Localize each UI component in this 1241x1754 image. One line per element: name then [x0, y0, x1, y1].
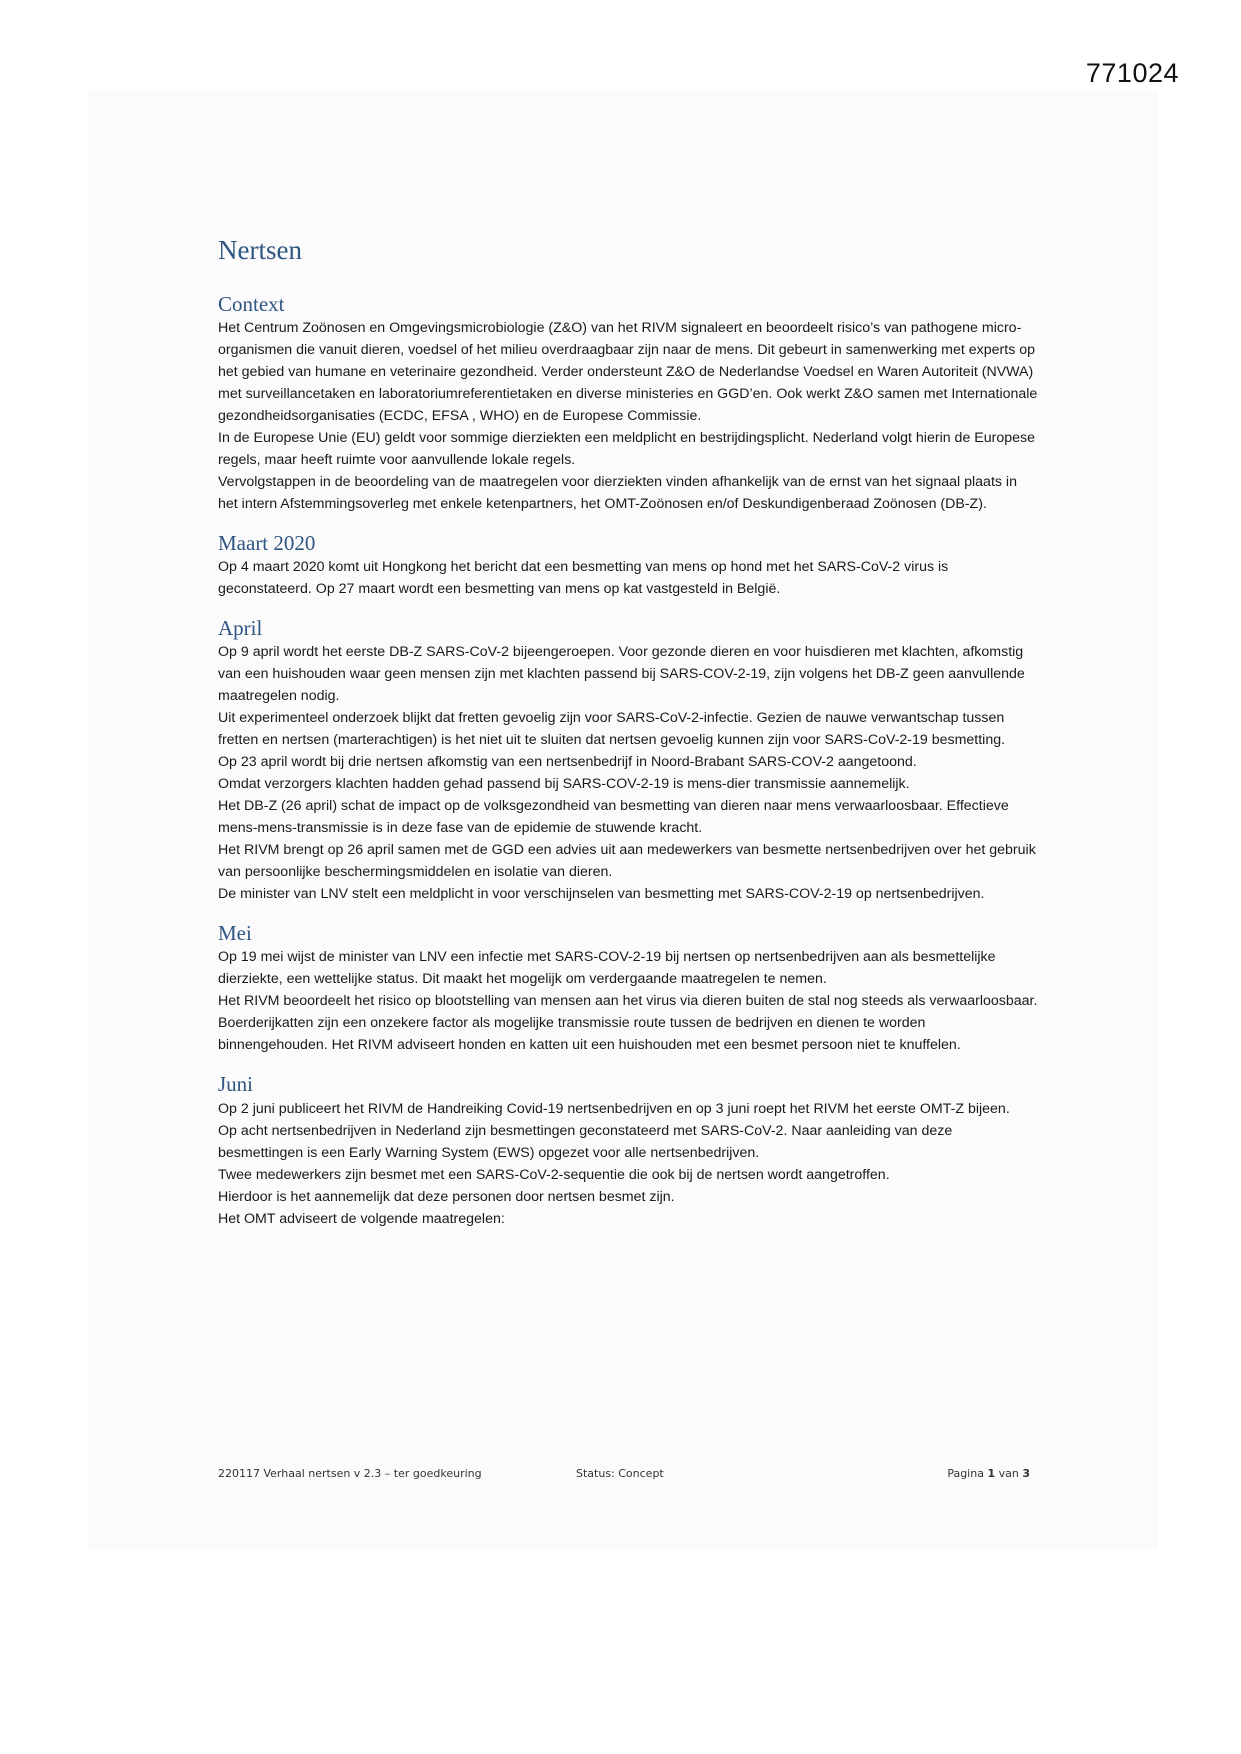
footer-page-current: 1	[987, 1467, 996, 1480]
section-april	[218, 616, 1038, 905]
paragraph: Op 19 mei wijst de minister van LNV een infectie met SARS-COV-2-19 bij nertsen op nertsenbedrijven aan als besmettelijke dierziekte, een wettelijke status. Dit maakt het mogelijk om verdergaande maatregelen te nemen.	[218, 949, 996, 988]
section-heading: Maart 2020	[218, 530, 316, 555]
paragraph: Omdat verzorgers klachten hadden gehad passend bij SARS-COV-2-19 is mens-dier transmissie aannemelijk.	[218, 776, 910, 793]
paragraph: Uit experimenteel onderzoek blijkt dat fretten gevoelig zijn voor SARS-CoV-2-infectie. Gezien de nauwe verwantschap tussen fretten en nertsen (marterachtigen) is het niet uit te sluiten dat nertsen gevoelig kunnen zijn voor SARS-CoV-2-19 besmetting.	[218, 710, 1006, 749]
paragraph: Het Centrum Zoönosen en Omgevingsmicrobiologie (Z&O) van het RIVM signaleert en beoordeelt risico’s van pathogene micro-organismen die vanuit dieren, voedsel of het milieu overdraagbaar zijn naar de mens. Dit gebeurt in samenwerking met experts op het gebied van humane en veterinaire gezondheid. Verder ondersteunt Z&O de Nederlandse Voedsel en Waren Autoriteit (NVWA) met surveillancetaken en laboratoriumreferentietaken en diverse ministeries en GGD’en. Ook werkt Z&O samen met Internationale gezondheidsorganisaties (ECDC, EFSA , WHO) en de Europese Commissie.	[218, 319, 1038, 424]
paragraph: In de Europese Unie (EU) geldt voor sommige dierziekten een meldplicht en bestrijdingsplicht. Nederland volgt hierin de Europese regels, maar heeft ruimte voor aanvullende lokale regels.	[218, 429, 1036, 468]
paragraph: Het RIVM beoordeelt het risico op blootstelling van mensen aan het virus via dieren buiten de stal nog steeds als verwaarloosbaar. Boerderijkatten zijn een onzekere factor als mogelijke transmissie route tussen de bedrijven en dienen te worden binnengehouden. Het RIVM adviseert honden en katten uit een huishouden met een besmet persoon niet te knuffelen.	[218, 993, 1038, 1054]
footer-page-total: 3	[1022, 1467, 1030, 1480]
page-title: Nertsen	[218, 235, 302, 265]
paragraph: Het RIVM brengt op 26 april samen met de GGD een advies uit aan medewerkers van besmette nertsenbedrijven over het gebruik van persoonlijke beschermingsmiddelen en isolatie van dieren.	[218, 842, 1036, 881]
paragraph: Op 9 april wordt het eerste DB-Z SARS-CoV-2 bijeengeroepen. Voor gezonde dieren en voor huisdieren met klachten, afkomstig van een huishouden waar geen mensen zijn met klachten passend bij SARS-COV-2-19, zijn volgens het DB-Z geen aanvullende maatregelen nodig.	[218, 644, 1025, 705]
section-heading: Juni	[218, 1072, 254, 1097]
paragraph: Het DB-Z (26 april) schat de impact op de volksgezondheid van besmetting van dieren naar mens verwaarloosbaar. Effectieve mens-mens-transmissie is in deze fase van de epidemie de stuwende kracht.	[218, 798, 1009, 837]
document-content	[218, 236, 1038, 1246]
footer-page-number	[947, 1467, 1030, 1480]
section-maart-2020	[218, 531, 1038, 600]
section-context	[218, 292, 1038, 515]
paragraph: Op 2 juni publiceert het RIVM de Handreiking Covid-19 nertsenbedrijven en op 3 juni roept het RIVM het eerste OMT-Z bijeen.	[218, 1100, 1010, 1117]
paragraph: Op 4 maart 2020 komt uit Hongkong het bericht dat een besmetting van mens op hond met het SARS-CoV-2 virus is geconstateerd. Op 27 maart wordt een besmetting van mens op kat vastgesteld in België.	[218, 559, 949, 598]
footer-doc-reference: 220117 Verhaal nertsen v 2.3 – ter goedkeuring	[218, 1467, 482, 1480]
section-mei	[218, 921, 1038, 1056]
paragraph: Op acht nertsenbedrijven in Nederland zijn besmettingen geconstateerd met SARS-CoV-2. Naar aanleiding van deze besmettingen is een Early Warning System (EWS) opgezet voor alle nertsenbedrijven.	[218, 1122, 953, 1161]
paragraph: Vervolgstappen in de beoordeling van de maatregelen voor dierziekten vinden afhankelijk van de ernst van het signaal plaats in het intern Afstemmingsoverleg met enkele ketenpartners, het OMT-Zoönosen en/of Deskundigenberaad Zoönosen (DB-Z).	[218, 473, 1017, 512]
footer-page-label: Pagina	[947, 1467, 984, 1480]
paragraph: De minister van LNV stelt een meldplicht in voor verschijnselen van besmetting met SARS-COV-2-19 op nertsenbedrijven.	[218, 886, 985, 903]
section-heading: April	[218, 616, 263, 641]
footer-status: Status: Concept	[576, 1467, 664, 1480]
paragraph: Op 23 april wordt bij drie nertsen afkomstig van een nertsenbedrijf in Noord-Brabant SARS-COV-2 aangetoond.	[218, 754, 917, 771]
paragraph: Het OMT adviseert de volgende maatregelen:	[218, 1210, 505, 1227]
section-juni	[218, 1072, 1038, 1229]
paragraph: Twee medewerkers zijn besmet met een SARS-CoV-2-sequentie die ook bij de nertsen wordt aangetroffen.	[218, 1166, 890, 1183]
document-number: 771024	[1085, 58, 1179, 88]
section-heading: Mei	[218, 921, 252, 946]
section-heading: Context	[218, 291, 285, 316]
paragraph: Hierdoor is het aannemelijk dat deze personen door nertsen besmet zijn.	[218, 1188, 675, 1205]
footer-page-of: van	[998, 1467, 1019, 1480]
